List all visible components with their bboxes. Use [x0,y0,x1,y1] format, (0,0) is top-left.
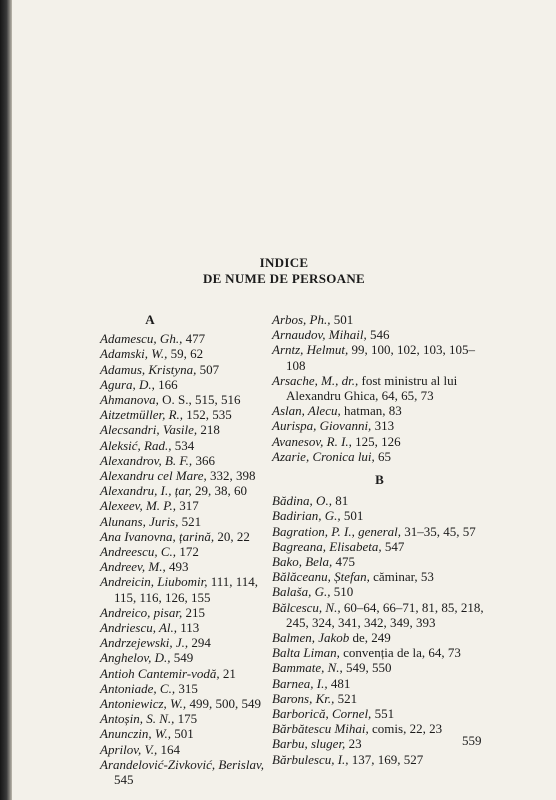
index-entry [100,696,278,711]
index-entry [272,327,487,342]
section-letter-a: A [145,312,155,327]
entry-name: Andriescu, Al., [100,620,178,636]
entry-references: 501 [340,508,364,524]
entry-references: 315 [175,680,198,696]
entry-name: Azarie, Cronica lui, [272,448,375,464]
right-column [272,312,487,767]
entry-references: căminar, 53 [369,569,434,585]
entry-name: Bălcescu, N., [272,599,341,615]
entry-name: Antoniade, C., [100,680,176,696]
entry-references: 23 [345,736,362,752]
entry-references: 172 [176,544,199,560]
index-entry [100,711,278,726]
entry-references: 493 [165,559,189,575]
index-entry [272,418,487,433]
entry-references: hatman, 83 [340,403,402,419]
entry-references: 99, 100, 102, 103, 105–108 [286,342,475,373]
entry-references: 81 [331,493,349,509]
entry-name: Bagreana, Elisabeta, [272,538,382,554]
page-number: 559 [462,733,482,748]
index-entry [100,635,278,650]
entry-references: 510 [330,584,354,600]
entry-name: Alecsandri, Vasile, [100,422,198,438]
index-entry [272,524,487,539]
entry-references: 31–35, 45, 57 [401,523,476,539]
entry-references: convenția de la, 64, 73 [339,645,461,661]
entry-references: 481 [327,675,351,691]
entry-name: Arsache, M., dr., [272,372,359,388]
entry-references: 501 [171,726,194,742]
entry-name: Bădina, O., [272,493,332,509]
entry-name: Antoșin, S. N., [100,711,175,727]
entry-name: Arntz, Helmut, [272,342,349,358]
index-entry [272,493,487,508]
index-entry [100,742,278,757]
entry-references: 499, 500, 549 [186,696,261,712]
entry-references: 137, 169, 527 [348,751,424,767]
entry-name: Arnaudov, Mihail, [272,327,367,343]
entry-name: Bălăceanu, Ștefan, [272,569,370,585]
entry-name: Ahmanova, [100,392,159,408]
index-entry [100,681,278,696]
index-entry [272,676,487,691]
index-entry [100,620,278,635]
entry-references: 501 [330,312,354,327]
entry-references: 521 [334,690,358,706]
index-entry [100,544,278,559]
index-entry [100,650,278,665]
entry-references: 313 [371,418,395,434]
entry-name: Alexeev, M. P., [100,498,177,514]
entry-references: 551 [371,706,395,722]
entry-name: Antoniewicz, W., [100,696,187,712]
entry-name: Andreev, M., [100,559,166,575]
entry-references: comis, 22, 23 [368,721,443,737]
entry-references: 332, 398 [206,468,256,484]
entry-name: Balmen, Jakob [272,630,350,646]
index-entry [272,373,487,403]
entry-name: Aurispa, Giovanni, [272,418,372,434]
entry-references: 59, 62 [167,346,204,362]
index-entry [100,726,278,741]
entry-name: Arandelović-Zivković, Berislav, [100,756,265,772]
entry-name: Anghelov, D., [100,650,171,666]
index-entry [100,346,278,361]
index-entry [100,331,278,346]
entry-name: Balta Liman, [272,645,340,661]
entry-references: 549 [170,650,194,666]
entry-name: Bărbulescu, I., [272,751,349,767]
entry-references: 65 [374,448,392,464]
index-entry [272,554,487,569]
index-entry [272,449,487,464]
entry-name: Andreicin, Liubomir, [100,574,208,590]
entry-name: Barbu, sluger, [272,736,346,752]
entry-references: 166 [154,376,178,392]
entry-references: 218 [197,422,220,438]
index-entry [100,407,278,422]
entry-name: Barnea, I., [272,675,328,691]
left-column [100,312,278,787]
entry-references: 475 [332,554,356,570]
entry-name: Badirian, G., [272,508,341,524]
index-entry [100,468,278,483]
index-entry [272,584,487,599]
entry-references: 477 [182,331,206,347]
index-entry [100,438,278,453]
entry-name: Andreescu, C., [100,544,177,560]
index-entry [272,645,487,660]
index-entry [100,498,278,513]
entry-references: 215 [182,604,205,620]
entry-name: Adamus, Kristyna, [100,361,197,377]
index-entry [100,605,278,620]
index-entry [272,721,487,736]
entry-references: 294 [188,635,211,651]
entry-name: Adamski, W., [100,346,168,362]
entry-name: Barons, Kr., [272,690,335,706]
entry-references: 534 [171,437,195,453]
entry-references: 111, 114, 115, 116, 126, 155 [114,574,259,605]
entry-name: Bagration, P. I., general, [272,523,402,539]
entry-name: Anunczin, W., [100,726,172,742]
heading-line-2: DE NUME DE PERSOANE [202,271,366,286]
index-entry [272,342,487,372]
section-letter-b: B [375,472,384,488]
index-entry [100,529,278,544]
entry-references: 164 [157,741,181,757]
index-entry [100,559,278,574]
index-entry [272,569,487,584]
entry-references: O. S., 515, 516 [158,392,241,408]
index-entry [272,752,487,767]
heading-line-1: INDICE [259,255,309,270]
index-entry [272,706,487,721]
index-entry [272,434,487,449]
entry-references: 60–64, 66–71, 81, 85, 218, 245, 324, 341, 342, 349, 393 [286,599,484,630]
entry-name: Barborică, Cornel, [272,706,372,722]
entry-references: 152, 535 [183,407,232,423]
index-heading [12,255,556,287]
index-entry [100,483,278,498]
entry-name: Aslan, Alecu, [272,403,341,419]
entry-name: Alexandru, I., țar, [100,483,192,499]
index-entry [100,453,278,468]
entry-name: Aleksić, Rad., [100,437,172,453]
entry-name: Aitzetmüller, R., [100,407,184,423]
entry-name: Bammate, N., [272,660,343,676]
index-entry [272,660,487,675]
entry-references: 547 [381,538,405,554]
entry-name: Arbos, Ph., [272,312,331,327]
entry-references: 545 [114,772,134,788]
index-entry [272,312,487,327]
entry-name: Adamescu, Gh., [100,331,183,347]
index-entry [100,574,278,604]
entry-name: Bărbătescu Mihai, [272,721,369,737]
entry-references: 113 [177,620,200,636]
entry-name: Bako, Bela, [272,554,333,570]
entry-references: 175 [174,711,198,727]
entry-references: 125, 126 [351,433,401,449]
index-entry [100,422,278,437]
entry-references: 507 [196,361,220,377]
entry-references: 366 [192,452,215,468]
entry-name: Ana Ivanovna, țarină, [100,528,215,544]
entry-references: 546 [366,327,390,343]
index-entry [100,666,278,681]
entry-references: de, 249 [349,630,391,646]
entry-references: fost ministru al lui Alexandru Ghica, 64, 65, 73 [286,372,458,404]
entry-name: Alunans, Juris, [100,513,179,529]
entry-name: Alexandru cel Mare, [100,468,207,484]
entry-references: 20, 22 [214,528,250,544]
index-entry [272,691,487,706]
index-entry [272,508,487,523]
entry-references: 21 [219,665,236,681]
entry-name: Andrzejewski, J., [100,635,189,651]
index-entry [100,514,278,529]
index-entry [100,392,278,407]
entry-name: Andreico, pisar, [100,604,183,620]
entry-name: Agura, D., [100,376,155,392]
index-entry [272,403,487,418]
entry-name: Alexandrov, B. F., [100,452,193,468]
entry-name: Aprilov, V., [100,741,158,757]
entry-references: 549, 550 [342,660,392,676]
index-entry [100,757,278,787]
entry-references: 29, 38, 60 [191,483,247,499]
index-entry [272,736,487,751]
entry-name: Antioh Cantemir-vodă, [100,665,220,681]
index-entry [272,539,487,554]
entry-name: Balaša, G., [272,584,331,600]
index-entry [272,630,487,645]
entry-name: Avanesov, R. I., [272,433,352,449]
index-entry [100,362,278,377]
entry-references: 317 [176,498,199,514]
index-entry [100,377,278,392]
index-entry [272,600,487,630]
entry-references: 521 [178,513,202,529]
